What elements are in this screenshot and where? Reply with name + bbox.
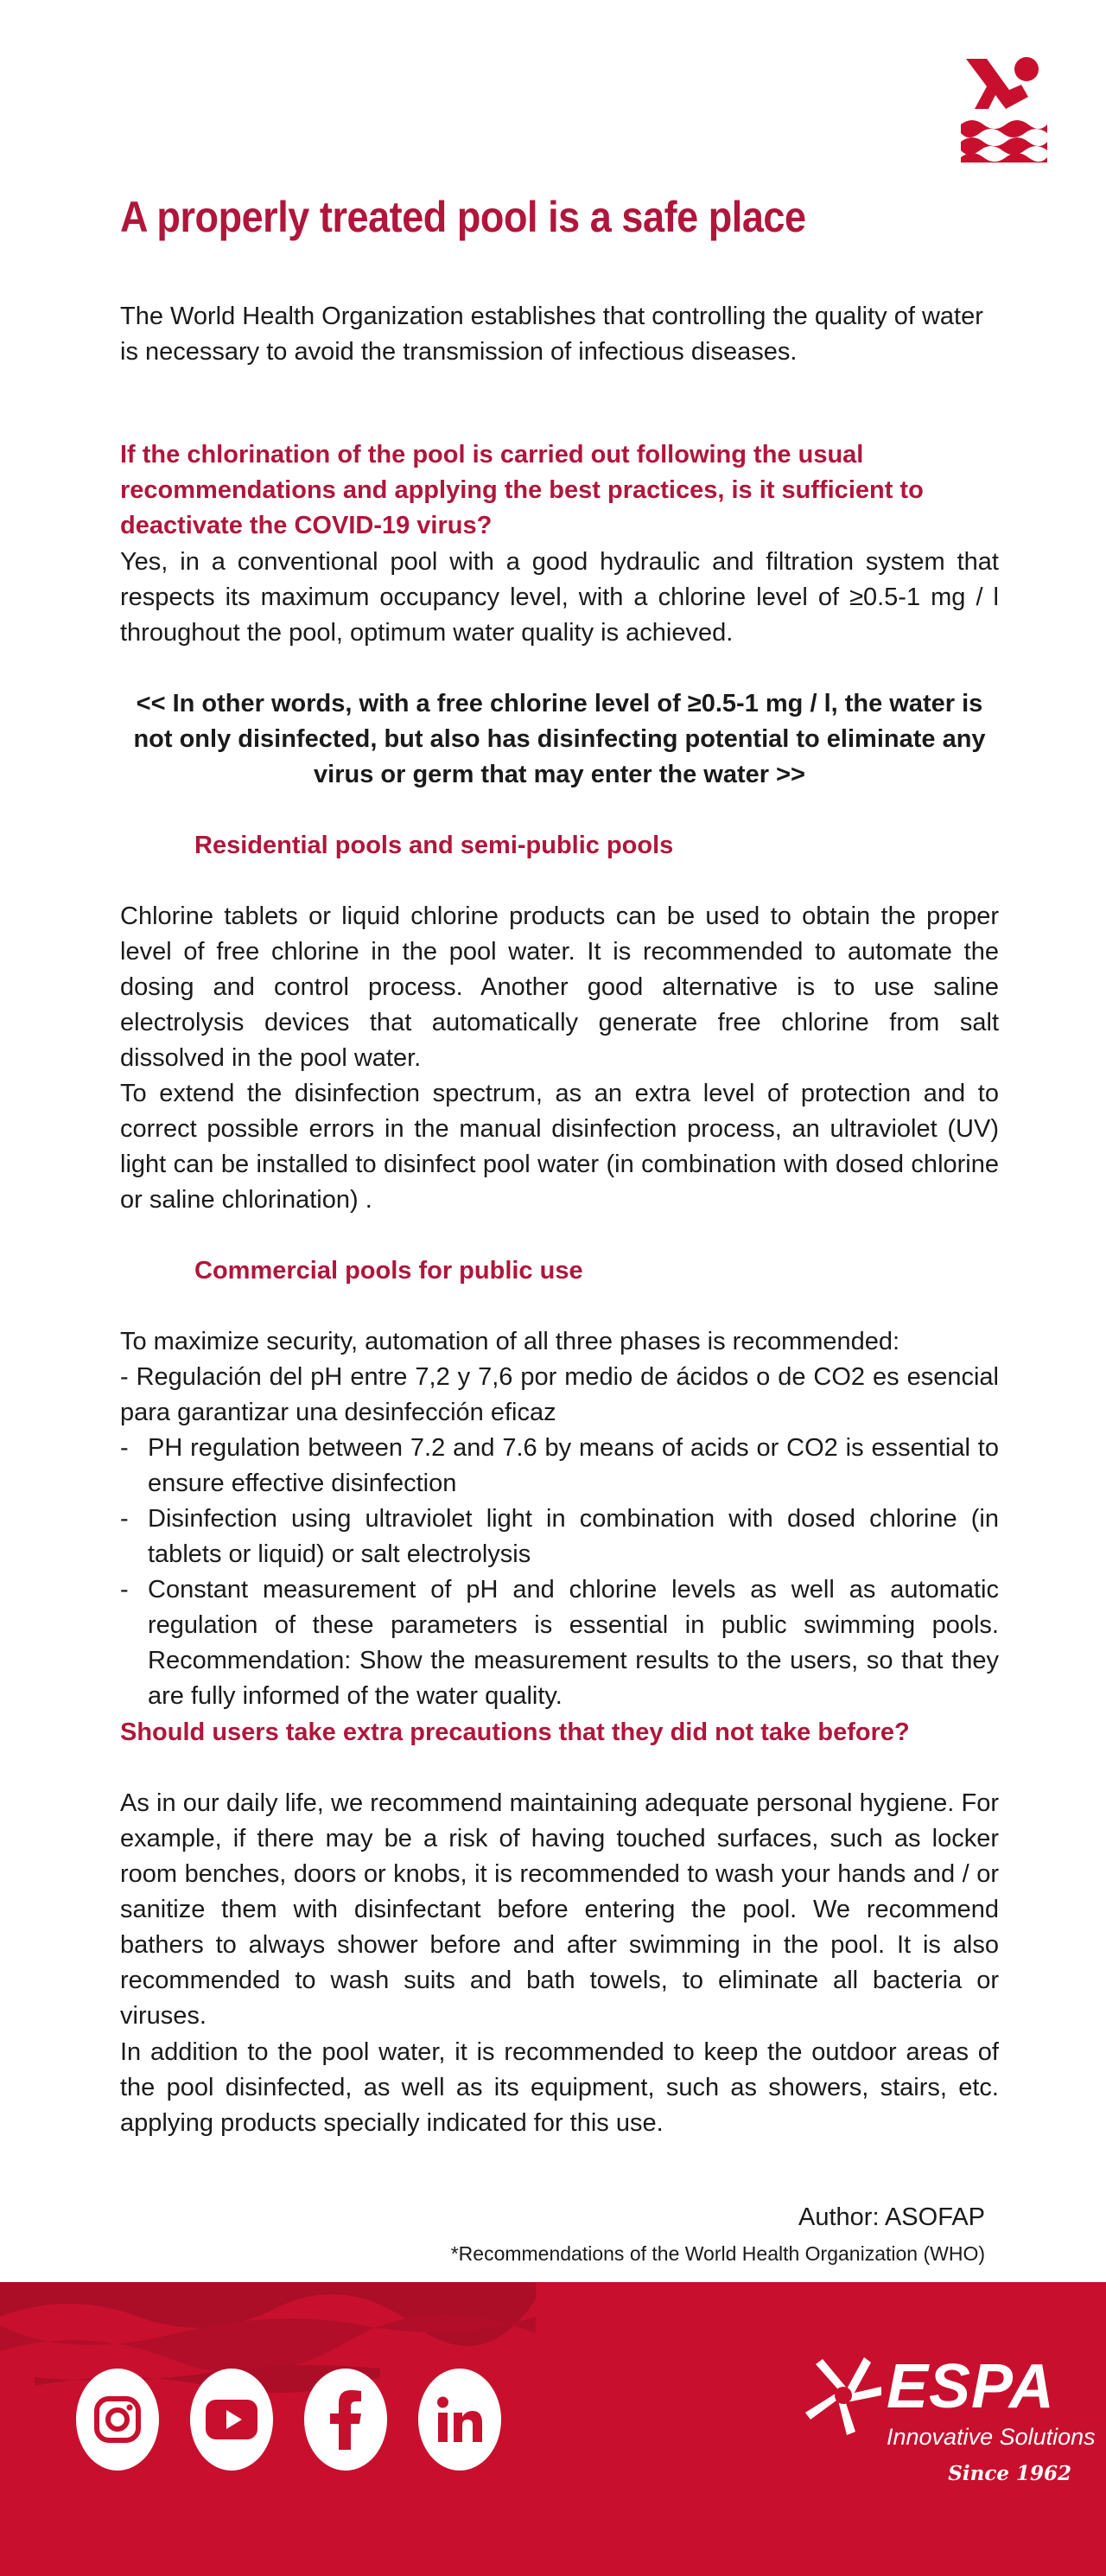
question-2-block <box>120 1715 999 1750</box>
question-2: Should users take extra precautions that they did not take before? <box>120 1718 910 1746</box>
highlight-block <box>120 686 999 793</box>
residential-heading-block <box>120 828 999 864</box>
answer-1-block <box>120 545 999 651</box>
residential-paragraph-1: Chlorine tablets or liquid chlorine products can be used to obtain the proper level of free chlorine in the pool water. It is recommended to automate the dosing and control process. Another good alternative is to use saline electrolysis devices that automatically generate free chlorine from salt dissolved in the pool water. <box>120 902 999 1072</box>
intro-block <box>120 299 999 370</box>
facebook-icon <box>328 2389 363 2450</box>
commercial-list <box>120 1431 999 1714</box>
linkedin-link[interactable] <box>418 2369 501 2471</box>
brand-since: Since 1962 <box>948 2462 1071 2485</box>
brand-tagline: Innovative Solutions <box>887 2424 1096 2450</box>
commercial-heading: Commercial pools for public use <box>194 1257 583 1285</box>
answer-2b-paragraph: In addition to the pool water, it is recommended to keep the outdoor areas of the pool disinfected, as well as its equipment, such as showers, stairs, etc. applying products specially indicated for this use. <box>120 2038 999 2137</box>
question-1-block <box>120 437 999 544</box>
facebook-link[interactable] <box>304 2369 387 2471</box>
list-item: - Disinfection using ultraviolet light in combination with dosed chlorine (in tablets or liquid) or salt electrolysis <box>120 1502 999 1572</box>
espa-brand <box>804 2338 1096 2511</box>
residential-p2-block <box>120 1076 999 1218</box>
linkedin-icon <box>435 2395 484 2444</box>
commercial-intro: To maximize security, automation of all three phases is recommended: <box>120 1328 900 1355</box>
question-1: If the chlorination of the pool is carried out following the usual recommendations and applying the best practices, is it sufficient to deactivate the COVID-19 virus? <box>120 441 924 539</box>
answer-1-paragraph: Yes, in a conventional pool with a good hydraulic and filtration system that respects its maximum occupancy level, with a chlorine level of ≥0.5-1 mg / l throughout the pool, optimum water quality is achieved. <box>120 548 999 647</box>
intro-paragraph: The World Health Organization establishes that controlling the quality of water is necessary to avoid the transmission of infectious diseases. <box>120 303 983 366</box>
commercial-list-block <box>120 1324 999 1714</box>
footer-banner <box>0 2282 1106 2576</box>
answer-2a-block <box>120 1786 999 2034</box>
author-line: Author: ASOFAP <box>798 2203 985 2231</box>
instagram-icon <box>93 2395 142 2444</box>
footnote: *Recommendations of the World Health Organization (WHO) <box>450 2242 985 2265</box>
answer-2b-block <box>120 2035 999 2141</box>
residential-heading: Residential pools and semi-public pools <box>194 832 674 859</box>
list-item: - Constant measurement of pH and chlorine levels as well as automatic regulation of these parameters is essential in public swimming pools. Recommendation: Show the measurement results to the users, so that they are fully informed of the water quality. <box>120 1572 999 1714</box>
youtube-icon <box>204 2398 259 2441</box>
residential-p1-block <box>120 899 999 1076</box>
commercial-spanish-line: - Regulación del pH entre 7,2 y 7,6 por medio de ácidos o de CO2 es esencial para garantizar una desinfección eficaz <box>120 1363 999 1426</box>
residential-paragraph-2: To extend the disinfection spectrum, as an extra level of protection and to correct possible errors in the manual disinfection process, an ultraviolet (UV) light can be installed to disinfect pool water (in combination with dosed chlorine or saline chlorination) . <box>120 1080 999 1214</box>
highlight-quote: << In other words, with a free chlorine level of ≥0.5-1 mg / l, the water is not only disinfected, but also has disinfecting potential to eliminate any virus or germ that may enter the water >> <box>133 690 986 788</box>
youtube-link[interactable] <box>190 2369 273 2471</box>
swimmer-logo-icon <box>957 52 1047 163</box>
page-title: A properly treated pool is a safe place <box>120 193 806 241</box>
espa-logo-icon <box>804 2349 883 2444</box>
instagram-link[interactable] <box>76 2369 159 2471</box>
answer-2a-paragraph: As in our daily life, we recommend maintaining adequate personal hygiene. For example, if there may be a risk of having touched surfaces, such as locker room benches, doors or knobs, it is recommended to wash your hands and / or sanitize them with disinfectant before entering the pool. We recommend bathers to always shower before and after swimming in the pool. It is also recommended to wash suits and bath towels, to eliminate all bacteria or viruses. <box>120 1789 999 2030</box>
brand-name: ESPA <box>887 2352 1055 2421</box>
list-item: - PH regulation between 7.2 and 7.6 by means of acids or CO2 is essential to ensure effective disinfection <box>120 1431 999 1502</box>
commercial-heading-block <box>120 1253 999 1289</box>
